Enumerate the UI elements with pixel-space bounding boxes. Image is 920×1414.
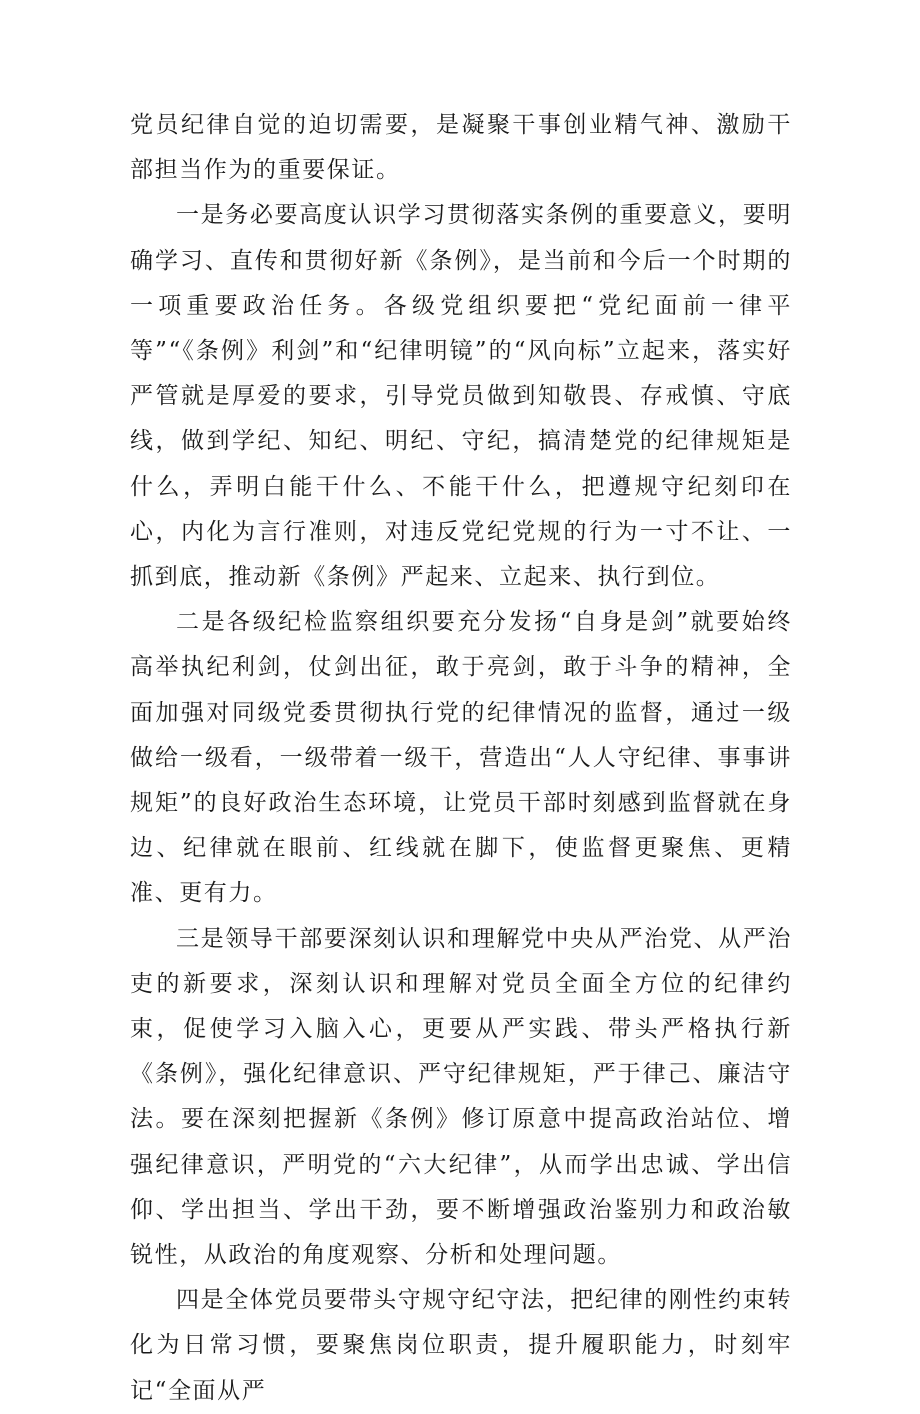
paragraph-continuation: 党员纪律自觉的迫切需要，是凝聚干事创业精气神、激励干部担当作为的重要保证。: [130, 112, 792, 184]
paragraph-point-one: 一是务必要高度认识学习贯彻落实条例的重要意义，要明确学习、直传和贯彻好新《条例》，是当前和今后一个时期的一项重要政治任务。各级党组织要把“党纪面前一律平等”“《条例》利剑”和“纪律明镜”的“风向标”立起来，落实好严管就是厚爱的要求，引导党员做到知敬畏、存戒慎、守底线，做到学纪、知纪、明纪、守纪，搞清楚党的纪律规矩是什么，弄明白能干什么、不能干什么，把遵规守纪刻印在心，内化为言行准则，对违反党纪党规的行为一寸不让、一抓到底，推动新《条例》严起来、立起来、执行到位。: [130, 202, 792, 591]
paragraph-point-two: 二是各级纪检监察组织要充分发扬“自身是剑”就要始终高举执纪利剑，仗剑出征，敢于亮剑，敢于斗争的精神，全面加强对同级党委贯彻执行党的纪律情况的监督，通过一级做给一级看，一级带着一级干，营造出“人人守纪律、事事讲规矩”的良好政治生态环境，让党员干部时刻感到监督就在身边、纪律就在眼前、红线就在脚下，使监督更聚焦、更精准、更有力。: [130, 609, 792, 907]
document-body: [130, 103, 792, 1414]
paragraph-point-three: 三是领导干部要深刻认识和理解党中央从严治党、从严治吏的新要求，深刻认识和理解对党员全面全方位的纪律约束，促使学习入脑入心，更要从严实践、带头严格执行新《条例》，强化纪律意识、严守纪律规矩，严于律己、廉洁守法。要在深刻把握新《条例》修订原意中提高政治站位、增强纪律意识，严明党的“六大纪律”，从而学出忠诚、学出信仰、学出担当、学出干劲，要不断增强政治鉴别力和政治敏锐性，从政治的角度观察、分析和处理问题。: [130, 925, 792, 1269]
paragraph-point-four: 四是全体党员要带头守规守纪守法，把纪律的刚性约束转化为日常习惯，要聚焦岗位职责，提升履职能力，时刻牢记“全面从严: [130, 1287, 792, 1404]
